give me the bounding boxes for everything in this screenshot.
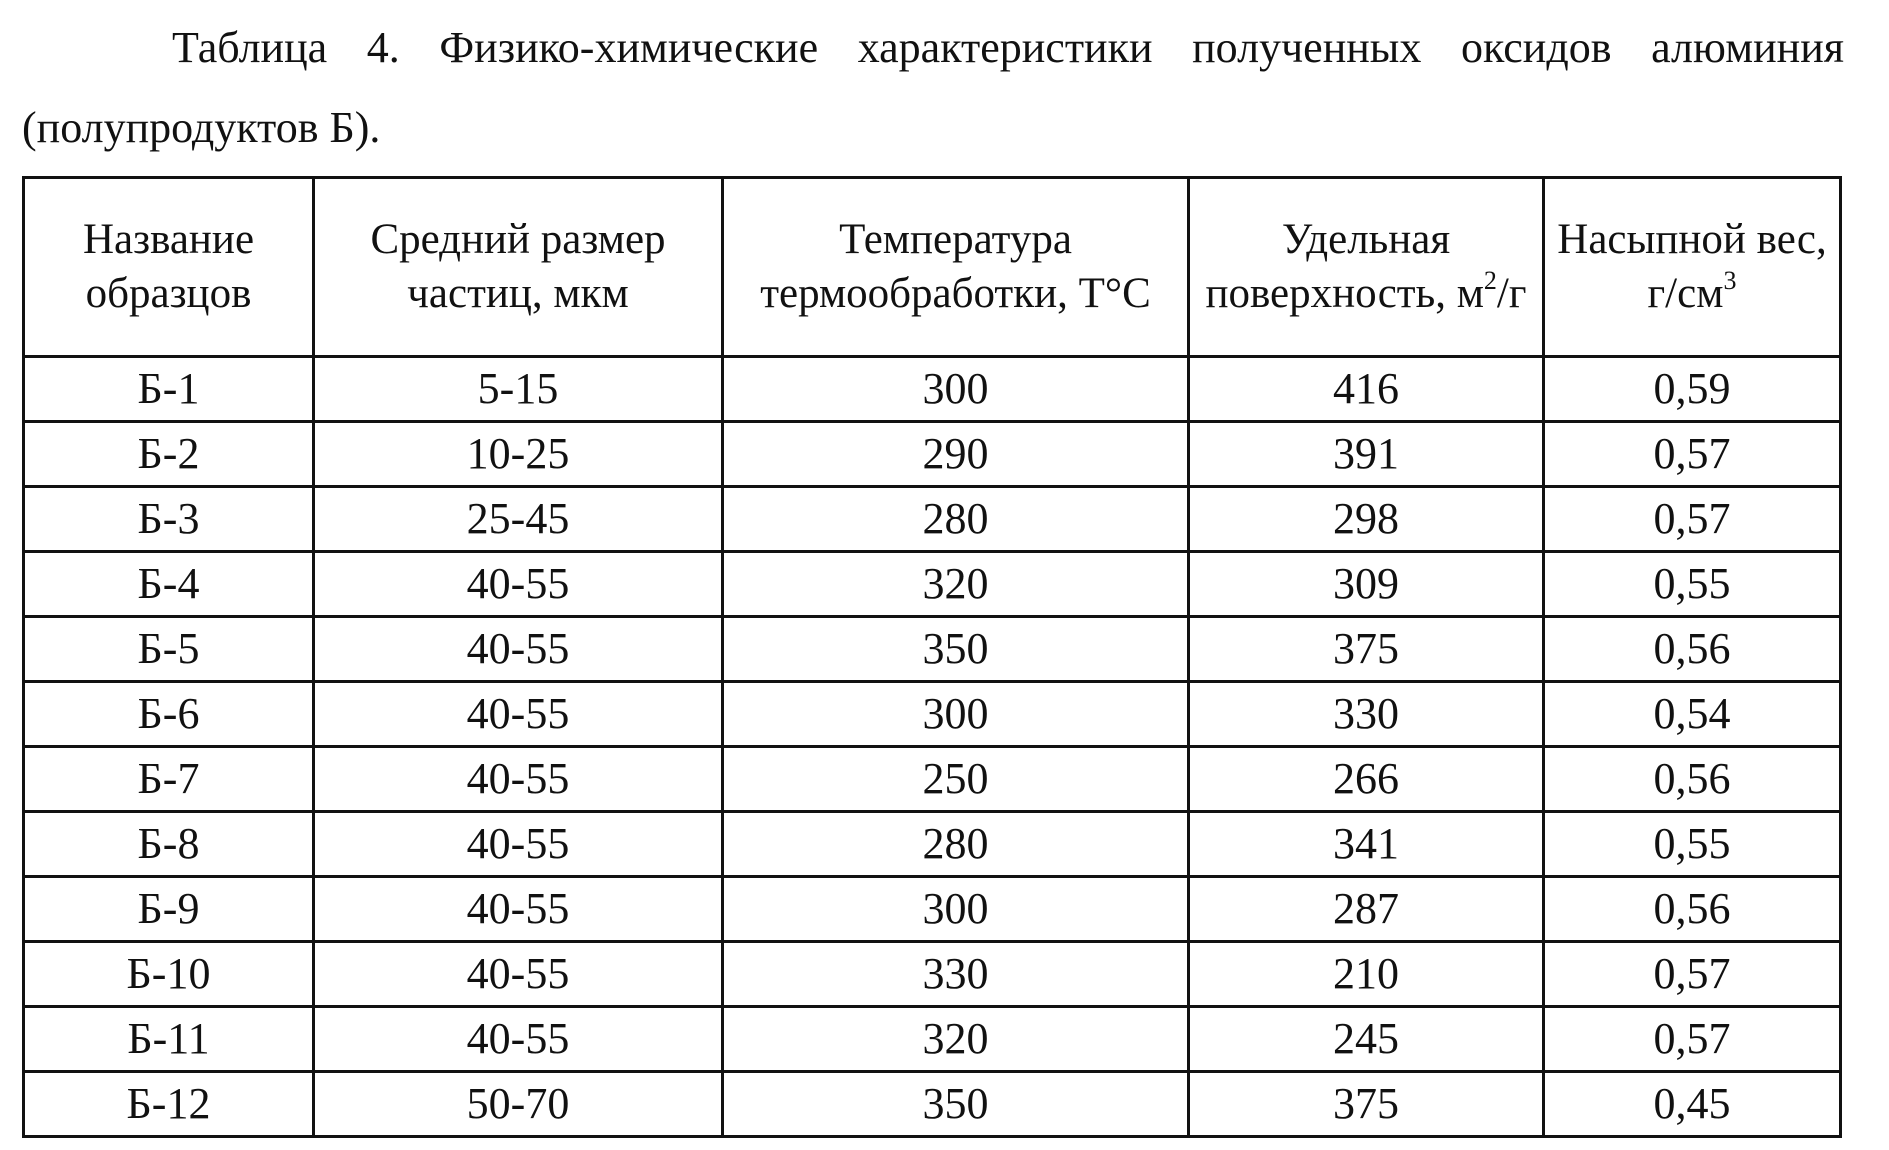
cell-temperature: 280: [723, 812, 1189, 877]
cell-surface-area: 341: [1189, 812, 1544, 877]
cell-particle-size: 50-70: [314, 1072, 723, 1137]
cell-temperature: 350: [723, 1072, 1189, 1137]
cell-particle-size: 40-55: [314, 942, 723, 1007]
cell-surface-area: 287: [1189, 877, 1544, 942]
caption-text: Физико-химические характеристики полученных оксидов алюминия (полупродуктов Б).: [22, 23, 1844, 152]
cell-sample-name: Б-2: [24, 422, 314, 487]
cell-sample-name: Б-6: [24, 682, 314, 747]
cell-surface-area: 266: [1189, 747, 1544, 812]
cell-surface-area: 298: [1189, 487, 1544, 552]
cell-bulk-density: 0,56: [1544, 877, 1841, 942]
cell-surface-area: 245: [1189, 1007, 1544, 1072]
cell-temperature: 320: [723, 1007, 1189, 1072]
cell-particle-size: 10-25: [314, 422, 723, 487]
caption-label: Таблица 4.: [172, 23, 400, 72]
cell-bulk-density: 0,57: [1544, 1007, 1841, 1072]
header-particle-size: Средний размер частиц, мкм: [314, 178, 723, 357]
cell-temperature: 350: [723, 617, 1189, 682]
cell-sample-name: Б-12: [24, 1072, 314, 1137]
cell-bulk-density: 0,57: [1544, 487, 1841, 552]
header-bulk-density: Насыпной вес, $г/см^3$: [1544, 178, 1841, 357]
cell-particle-size: 5-15: [314, 357, 723, 422]
cell-particle-size: 40-55: [314, 552, 723, 617]
table-row: [24, 617, 1841, 682]
cell-particle-size: 40-55: [314, 877, 723, 942]
cell-surface-area: 375: [1189, 1072, 1544, 1137]
cell-bulk-density: 0,57: [1544, 942, 1841, 1007]
cell-sample-name: Б-1: [24, 357, 314, 422]
header-sample-name: Название образцов: [24, 178, 314, 357]
header-row: [24, 178, 1841, 357]
table-row: [24, 1007, 1841, 1072]
cell-particle-size: 25-45: [314, 487, 723, 552]
cell-sample-name: Б-8: [24, 812, 314, 877]
cell-bulk-density: 0,55: [1544, 812, 1841, 877]
cell-sample-name: Б-5: [24, 617, 314, 682]
table-row: [24, 812, 1841, 877]
cell-surface-area: 330: [1189, 682, 1544, 747]
table-row: [24, 747, 1841, 812]
cell-temperature: 250: [723, 747, 1189, 812]
cell-bulk-density: 0,56: [1544, 617, 1841, 682]
cell-bulk-density: 0,45: [1544, 1072, 1841, 1137]
table-row: [24, 877, 1841, 942]
header-surface-area-sup: 2: [1483, 266, 1497, 295]
cell-temperature: 290: [723, 422, 1189, 487]
cell-particle-size: 40-55: [314, 1007, 723, 1072]
table-row: [24, 422, 1841, 487]
cell-sample-name: Б-3: [24, 487, 314, 552]
table-row: [24, 682, 1841, 747]
cell-temperature: 300: [723, 682, 1189, 747]
cell-surface-area: 309: [1189, 552, 1544, 617]
cell-surface-area: 416: [1189, 357, 1544, 422]
table-row: [24, 552, 1841, 617]
cell-bulk-density: 0,55: [1544, 552, 1841, 617]
cell-sample-name: Б-7: [24, 747, 314, 812]
cell-particle-size: 40-55: [314, 682, 723, 747]
cell-temperature: 280: [723, 487, 1189, 552]
table-row: [24, 487, 1841, 552]
cell-temperature: 330: [723, 942, 1189, 1007]
cell-particle-size: 40-55: [314, 617, 723, 682]
cell-temperature: 320: [723, 552, 1189, 617]
cell-bulk-density: 0,57: [1544, 422, 1841, 487]
cell-sample-name: Б-9: [24, 877, 314, 942]
cell-sample-name: Б-10: [24, 942, 314, 1007]
cell-bulk-density: 0,56: [1544, 747, 1841, 812]
header-bulk-density-sup: 3: [1723, 266, 1737, 295]
characteristics-table: [22, 176, 1842, 1138]
table-row: [24, 357, 1841, 422]
table-body: [24, 357, 1841, 1137]
cell-surface-area: 375: [1189, 617, 1544, 682]
cell-bulk-density: 0,54: [1544, 682, 1841, 747]
cell-particle-size: 40-55: [314, 747, 723, 812]
cell-temperature: 300: [723, 357, 1189, 422]
cell-sample-name: Б-11: [24, 1007, 314, 1072]
table-row: [24, 1072, 1841, 1137]
table-caption: [22, 8, 1844, 168]
cell-surface-area: 391: [1189, 422, 1544, 487]
cell-surface-area: 210: [1189, 942, 1544, 1007]
cell-sample-name: Б-4: [24, 552, 314, 617]
table-row: [24, 942, 1841, 1007]
cell-bulk-density: 0,59: [1544, 357, 1841, 422]
cell-temperature: 300: [723, 877, 1189, 942]
cell-particle-size: 40-55: [314, 812, 723, 877]
header-surface-area: Удельная поверхность, $м^2/г$: [1189, 178, 1544, 357]
header-temperature: Температура термообработки, T°C: [723, 178, 1189, 357]
